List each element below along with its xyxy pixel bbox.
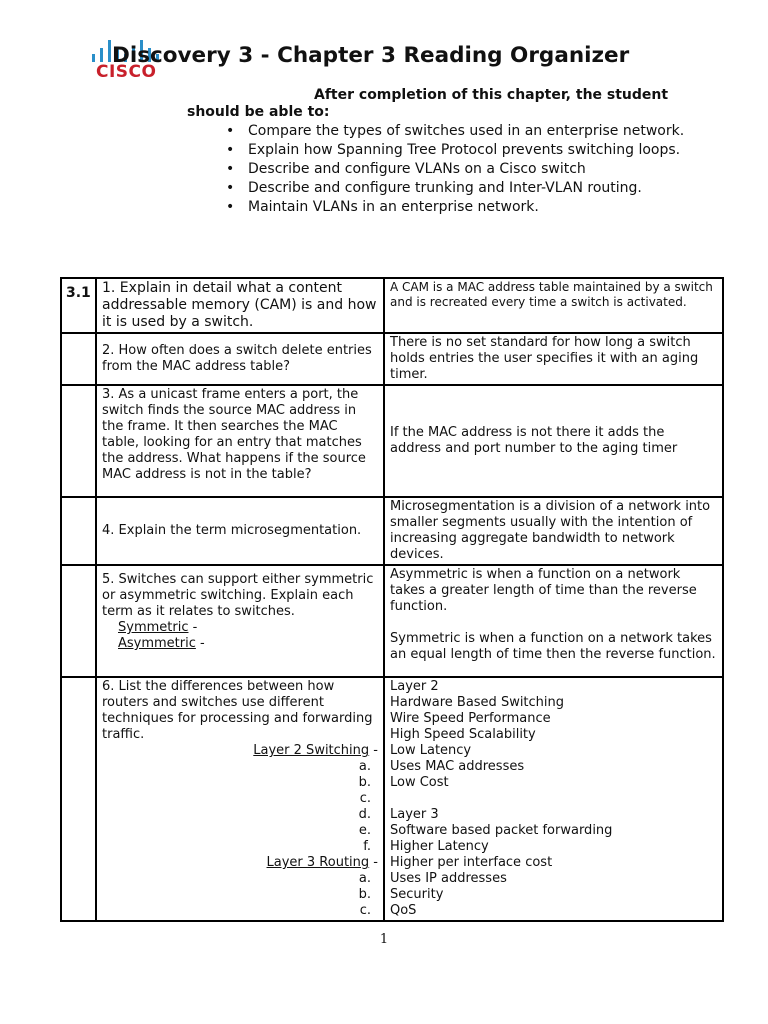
answer-line: Low Cost xyxy=(390,775,449,790)
objective-item: • Explain how Spanning Tree Protocol prevents switching loops. xyxy=(226,142,681,158)
intro-line-2: should be able to: xyxy=(187,104,330,120)
answer-line: Low Latency xyxy=(390,743,472,758)
answer-line: Uses MAC addresses xyxy=(390,759,525,774)
question-cell: 6. List the differences between how routers and switches use different techniques for processing and forwarding traffic. Layer 2 Switching - a. b. c. d. e. f. Layer 3 Routing - a. b. c. xyxy=(96,677,384,921)
answer-line: Higher per interface cost xyxy=(390,855,553,870)
bullet-icon: • xyxy=(226,123,235,139)
table-row xyxy=(61,497,723,565)
table-row xyxy=(61,278,723,333)
table-row xyxy=(61,565,723,677)
objectives-list xyxy=(226,123,696,218)
table-row xyxy=(61,677,723,921)
objective-item: • Describe and configure VLANs on a Cisco switch xyxy=(226,161,586,177)
page-number: 1 xyxy=(379,932,389,947)
bullet-icon: • xyxy=(226,142,235,158)
question-cell: 3. As a unicast frame enters a port, the switch finds the source MAC address in the frame. It then searches the MAC table, looking for an entry that matches the address. What happens if the source MAC address is not in the table? xyxy=(96,385,384,497)
answer-line: Higher Latency xyxy=(390,839,489,854)
section-number: 3.1 xyxy=(61,278,96,333)
cisco-logo-text: CISCO xyxy=(96,62,157,82)
layer3-label: Layer 3 Routing - xyxy=(266,855,378,870)
question-cell: 4. Explain the term microsegmentation. xyxy=(96,497,384,565)
answer-symmetric: Symmetric is when a function on a network takes an equal length of time then the reverse function. xyxy=(390,631,716,662)
objective-item: • Describe and configure trunking and Inter-VLAN routing. xyxy=(226,180,642,196)
question-text: 5. Switches can support either symmetric or asymmetric switching. Explain each term as it relates to switches. xyxy=(102,572,374,619)
answer-asymmetric: Asymmetric is when a function on a network takes a greater length of time than the reverse function. xyxy=(390,567,697,614)
bullet-icon: • xyxy=(226,180,235,196)
answer-cell: If the MAC address is not there it adds the address and port number to the aging timer xyxy=(384,385,723,497)
objective-item: • Maintain VLANs in an enterprise network. xyxy=(226,199,539,215)
answer-line: Software based packet forwarding xyxy=(390,823,613,838)
bullet-icon: • xyxy=(226,161,235,177)
answer-line: Uses IP addresses xyxy=(390,871,507,886)
answer-cell: A CAM is a MAC address table maintained by a switch and is recreated every time a switch is activated. xyxy=(384,278,723,333)
answer-line: High Speed Scalability xyxy=(390,727,536,742)
answer-cell xyxy=(384,677,723,921)
answer-line: Layer 2 xyxy=(390,679,439,694)
objective-item: • Compare the types of switches used in an enterprise network. xyxy=(226,123,685,139)
table-row xyxy=(61,333,723,385)
answer-line: Wire Speed Performance xyxy=(390,711,551,726)
table-row xyxy=(61,385,723,497)
reading-organizer-table xyxy=(60,277,724,922)
answer-line: Layer 3 xyxy=(390,807,439,822)
bullet-icon: • xyxy=(226,199,235,215)
question-text: 6. List the differences between how routers and switches use different techniques for processing and forwarding traffic. xyxy=(102,679,373,742)
sub-term-symmetric: Symmetric - xyxy=(118,620,198,635)
question-cell: 1. Explain in detail what a content addressable memory (CAM) is and how it is used by a switch. xyxy=(96,278,384,333)
answer-cell xyxy=(384,565,723,677)
answer-cell: There is no set standard for how long a switch holds entries the user specifies it with an aging timer. xyxy=(384,333,723,385)
answer-line xyxy=(390,791,717,807)
answer-cell: Microsegmentation is a division of a network into smaller segments usually with the intention of increasing aggregate bandwidth to network devices. xyxy=(384,497,723,565)
page-title: Discovery 3 - Chapter 3 Reading Organizer xyxy=(112,43,630,68)
answer-line: Hardware Based Switching xyxy=(390,695,565,710)
question-cell xyxy=(96,565,384,677)
layer2-label: Layer 2 Switching - xyxy=(253,743,378,758)
intro-line-1: After completion of this chapter, the student xyxy=(314,87,669,103)
question-cell: 2. How often does a switch delete entries from the MAC address table? xyxy=(96,333,384,385)
sub-term-asymmetric: Asymmetric - xyxy=(118,636,205,651)
answer-line: Security xyxy=(390,887,444,902)
answer-line: QoS xyxy=(390,903,417,918)
